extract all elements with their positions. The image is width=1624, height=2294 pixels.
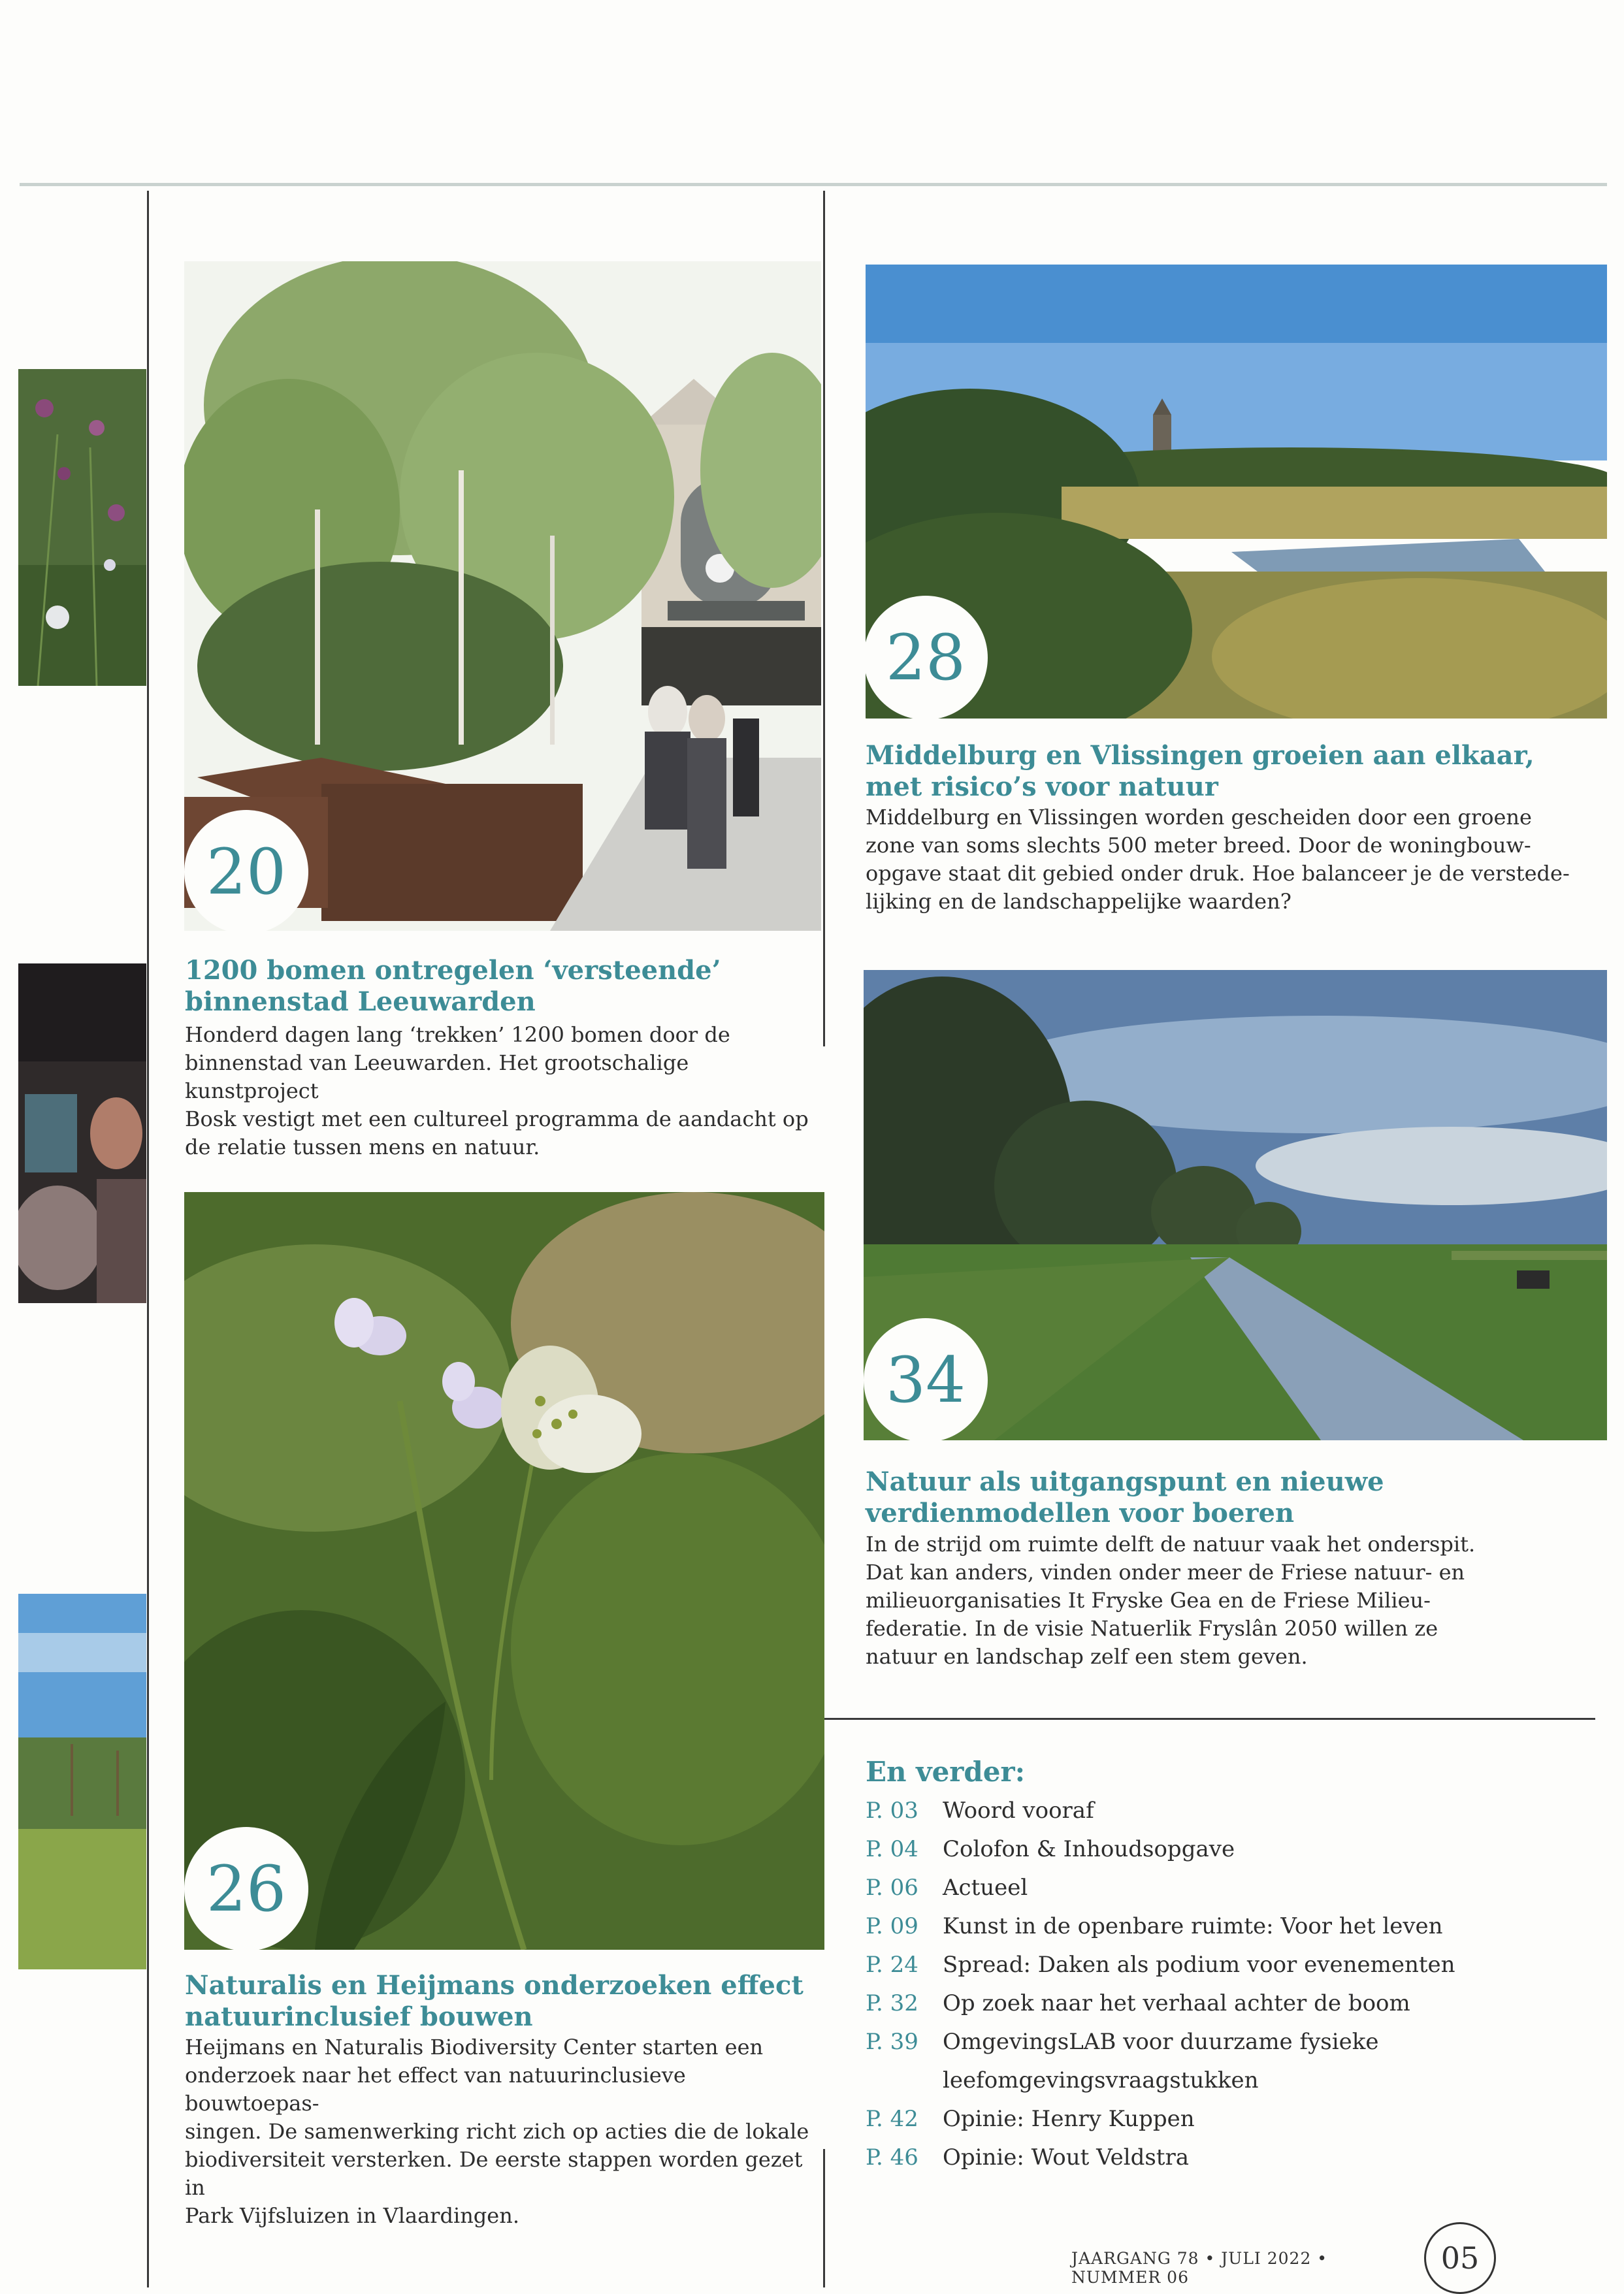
article-34-body-line: milieuorganisaties It Fryske Gea en de Friese Milieu- <box>866 1588 1431 1613</box>
article-26-body-line: onderzoek naar het effect van natuurinclusieve bouwtoepas- <box>185 2063 686 2116</box>
toc-page: P. 04 <box>866 1836 918 1862</box>
issue-line: JAARGANG 78 • JULI 2022 • NUMMER 06 <box>1071 2249 1328 2287</box>
toc-page: P. 24 <box>866 1952 918 1978</box>
toc-label: Spread: Daken als podium voor evenementen <box>943 1952 1455 1978</box>
article-28-title[interactable] <box>866 740 1597 803</box>
toc-label: OmgevingsLAB voor duurzame fysieke <box>943 2029 1379 2055</box>
toc-page: P. 46 <box>866 2144 918 2171</box>
page-badge-34: 34 <box>864 1318 988 1442</box>
toc-divider <box>824 1718 1595 1720</box>
article-34-title-line2: verdienmodellen voor boeren <box>866 1498 1295 1528</box>
toc-label: Opinie: Henry Kuppen <box>943 2106 1195 2132</box>
article-34-body <box>866 1530 1597 1671</box>
article-28-body-line: opgave staat dit gebied onder druk. Hoe balanceer je de verstede- <box>866 861 1570 886</box>
middle-column-rule <box>823 191 825 1046</box>
page-number: 05 <box>1424 2222 1496 2294</box>
article-34-body-line: natuur en landschap zelf een stem geven. <box>866 1644 1308 1669</box>
toc-label: Op zoek naar het verhaal achter de boom <box>943 1990 1410 2016</box>
toc-page: P. 32 <box>866 1990 918 2016</box>
article-20-body <box>185 1021 812 1161</box>
article-26-body-line: Heijmans en Naturalis Biodiversity Center starten een <box>185 2035 764 2060</box>
article-20-body-line: Honderd dagen lang ‘trekken’ 1200 bomen door de <box>185 1022 730 1047</box>
toc-page: P. 03 <box>866 1798 918 1824</box>
toc-label-continued: leefomgevingsvraagstukken <box>943 2067 1259 2093</box>
article-34-body-line: In de strijd om ruimte delft de natuur vaak het onderspit. <box>866 1532 1476 1557</box>
article-28-body-line: lijking en de landschappelijke waarden? <box>866 889 1291 914</box>
photo-butterfly-flower <box>184 1192 824 1950</box>
article-28-title-line2: met risico’s voor natuur <box>866 771 1218 802</box>
article-20-title-line2: binnenstad Leeuwarden <box>185 986 536 1017</box>
toc-item-39[interactable] <box>866 2027 1584 2099</box>
edge-photo-flowers <box>18 369 146 686</box>
article-34-body-line: Dat kan anders, vinden onder meer de Friese natuur- en <box>866 1560 1465 1585</box>
article-34-body-line: federatie. In de visie Natuerlik Fryslân 2050 willen ze <box>866 1616 1438 1641</box>
toc-page: P. 42 <box>866 2106 918 2132</box>
edge-photo-park <box>18 1594 146 1969</box>
toc-label: Kunst in de openbare ruimte: Voor het leven <box>943 1913 1443 1939</box>
toc-page: P. 06 <box>866 1875 918 1901</box>
article-20-body-line: de relatie tussen mens en natuur. <box>185 1135 540 1159</box>
article-26-title[interactable] <box>185 1970 812 2033</box>
toc-label: Woord vooraf <box>943 1798 1094 1824</box>
toc-page: P. 09 <box>866 1913 918 1939</box>
article-26-body-line: singen. De samenwerking richt zich op acties die de lokale <box>185 2119 809 2144</box>
toc-label: Opinie: Wout Veldstra <box>943 2144 1189 2171</box>
edge-photo-people <box>18 963 146 1303</box>
article-20-title-line1: 1200 bomen ontregelen ‘versteende’ <box>185 955 721 986</box>
article-20-body-line: Bosk vestigt met een cultureel programma de aandacht op <box>185 1107 809 1131</box>
page-badge-26: 26 <box>184 1827 308 1951</box>
article-34-title[interactable] <box>866 1466 1597 1529</box>
middle-column-rule-bottom <box>823 2149 825 2287</box>
toc-page: P. 39 <box>866 2029 918 2055</box>
article-28-title-line1: Middelburg en Vlissingen groeien aan elkaar, <box>866 740 1535 771</box>
top-rule <box>20 183 1607 186</box>
article-28-body-line: zone van soms slechts 500 meter breed. Door de woningbouw- <box>866 833 1531 858</box>
page-badge-20: 20 <box>184 810 308 934</box>
more-section-title: En verder: <box>866 1756 1026 1788</box>
article-28-body <box>866 803 1597 916</box>
article-34-title-line1: Natuur als uitgangspunt en nieuwe <box>866 1466 1384 1497</box>
article-26-body-line: Park Vijfsluizen in Vlaardingen. <box>185 2203 519 2228</box>
left-column-rule <box>147 191 149 2287</box>
article-20-body-line: binnenstad van Leeuwarden. Het grootschalige kunstproject <box>185 1050 689 1103</box>
toc-label: Colofon & Inhoudsopgave <box>943 1836 1235 1862</box>
toc-label: Actueel <box>943 1875 1028 1901</box>
article-20-title[interactable] <box>185 955 812 1018</box>
article-26-title-line2: natuurinclusief bouwen <box>185 2001 533 2032</box>
article-26-title-line1: Naturalis en Heijmans onderzoeken effect <box>185 1970 804 2001</box>
page-badge-28: 28 <box>864 596 988 720</box>
article-28-body-line: Middelburg en Vlissingen worden gescheiden door een groene <box>866 805 1532 830</box>
article-26-body-line: biodiversiteit versterken. De eerste stappen worden gezet in <box>185 2147 803 2200</box>
article-26-body <box>185 2033 812 2230</box>
